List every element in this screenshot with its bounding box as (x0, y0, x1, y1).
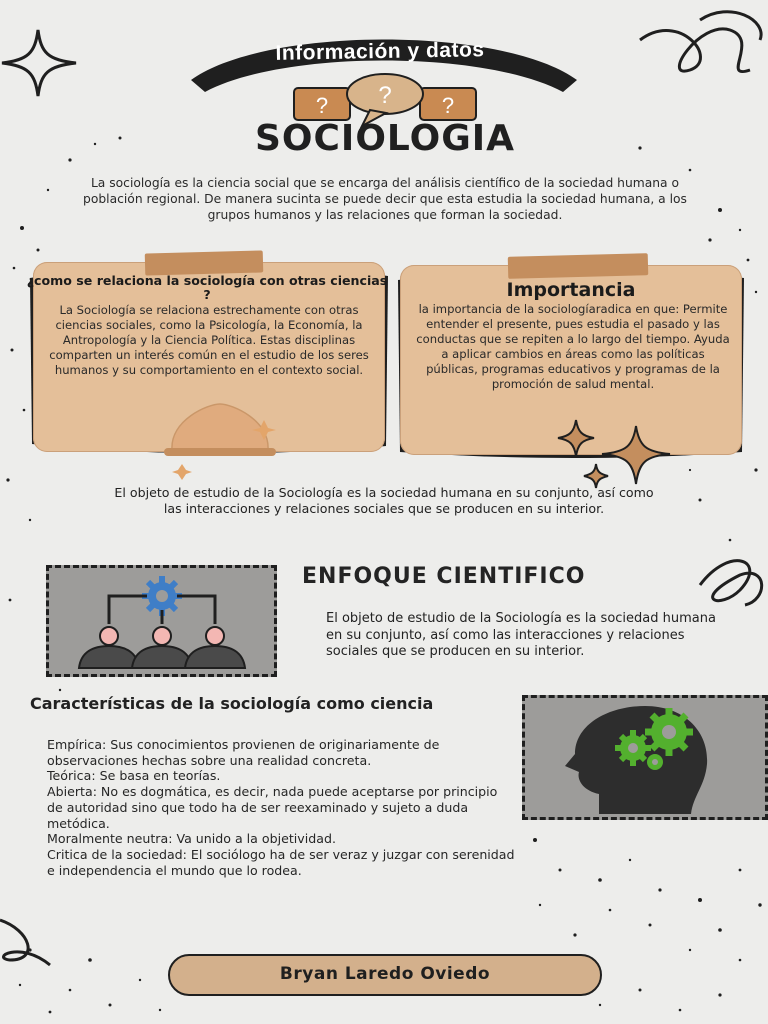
page-title: SOCIOLOGIA (254, 118, 515, 159)
author-name: Bryan Laredo Oviedo (279, 964, 491, 984)
object-study-paragraph: El objeto de estudio de la Sociología es la sociedad humana en su conjunto, así como las interacciones y relaciones sociales que se producen en su interior. (114, 485, 654, 516)
card-right-body: la importancia de la sociologíaradica en que: Permite entender el presente, pues estudia el pasado y las conductas que se repiten a lo largo del tiempo. Ayuda a aplicar cambios en áreas como las políticas públicas, programas educativos y programas de la promoción de salud mental. (416, 302, 730, 391)
sparkle-cluster-icon (556, 418, 676, 490)
characteristics-list (47, 737, 517, 878)
card-right-heading: Importancia (506, 279, 636, 301)
intro-paragraph: La sociología es la ciencia social que se encarga del análisis científico de la sociedad humana o población regional. De manera sucinta se puede decir que esta estudia la sociedad humana, a los grupos humanos y las relaciones que forman la sociedad. (83, 176, 687, 222)
svg-text:?: ? (378, 82, 392, 109)
head-gears-icon (559, 702, 729, 816)
enfoque-title: ENFOQUE CIENTIFICO (302, 564, 586, 589)
bell-icon (160, 400, 280, 480)
banner-text: Información y datos (275, 38, 485, 65)
enfoque-paragraph: El objeto de estudio de la Sociología es la sociedad humana en su conjunto, así como las interacciones y relaciones sociales que se producen en su interior. (326, 611, 716, 659)
list-item: Moralmente neutra: Va unido a la objetividad. (47, 831, 336, 847)
head-image-frame (522, 695, 768, 820)
tape (145, 250, 264, 275)
tape (508, 253, 649, 279)
svg-text:?: ? (315, 93, 329, 118)
list-item: Teórica: Se basa en teorías. (47, 768, 221, 784)
card-left-heading: ¿como se relaciona la sociología con otras ciencias ? (26, 273, 388, 302)
list-item: Empírica: Sus conocimientos provienen de originariamente de observaciones hechas sobre una realidad concreta. (47, 737, 440, 768)
team-image-frame (46, 565, 277, 677)
sparkle-icon (0, 28, 80, 98)
card-left-body: La Sociología se relaciona estrechamente con otras ciencias sociales, como la Psicología, la Economía, la Antropología y la Ciencia Política. Estas disciplinas comparten un interés común en el estudio de los seres humanos y su comportamiento en el contexto social. (49, 303, 369, 377)
svg-text:?: ? (441, 93, 455, 118)
list-item: Critica de la sociedad: El sociólogo ha de ser veraz y juzgar con serenidad e independencia el mundo que lo rodea. (47, 846, 515, 878)
characteristics-title: Características de la sociología como ciencia (30, 694, 434, 713)
list-item: Abierta: No es dogmática, es decir, nada puede aceptarse por principio de autoridad sino que todo ha de ser reexaminado y sujeto a duda metódica. (47, 784, 498, 831)
team-network-gear-icon (57, 574, 267, 670)
